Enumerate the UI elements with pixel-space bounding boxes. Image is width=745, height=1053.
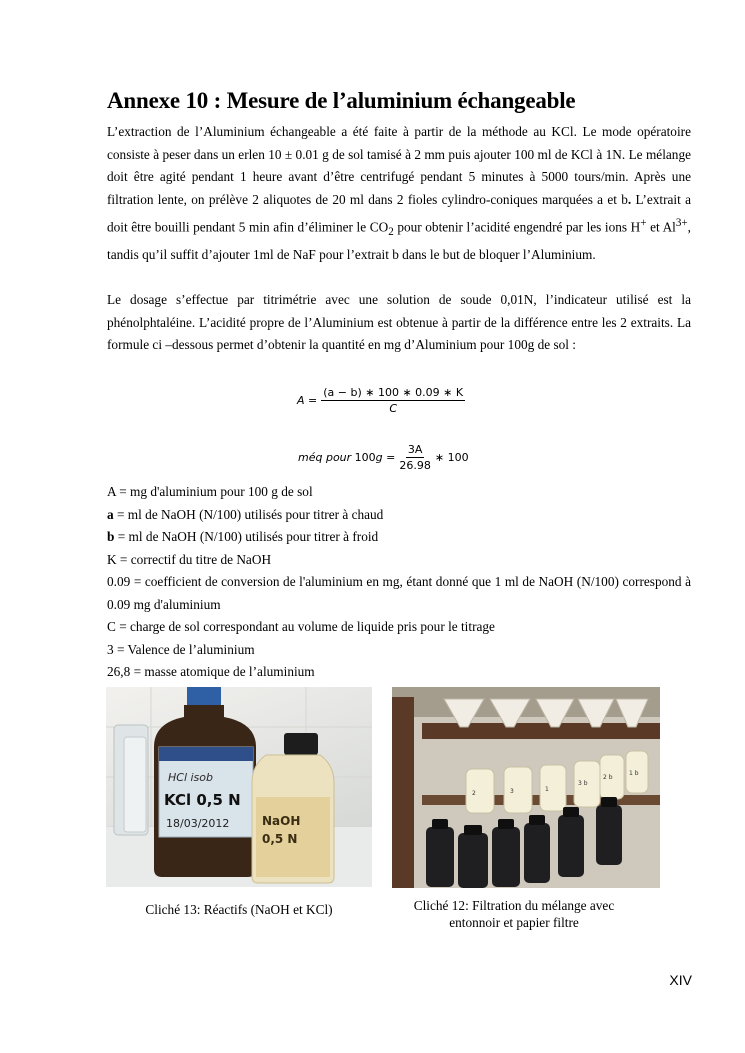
- photo-filtration: [392, 687, 660, 888]
- formula-meq-fraction: [399, 443, 431, 472]
- definition-item: 3 = Valence de l’aluminium: [107, 641, 255, 657]
- page-title: Annexe 10 : Mesure de l’aluminium échangeable: [107, 88, 576, 113]
- definition-item: 26,8 = masse atomique de l’aluminium: [107, 664, 315, 679]
- paragraph-dosage: Le dosage s’effectue par titrimétrie avec une solution de soude 0,01N, l’indicateur utilisé est la phénolphtaléine. L’acidité propre de l’Aluminium est obtenue à partir de la différence entre les 2 extraits. La formule ci –dessous permet d’obtenir la quantité en mg d’Aluminium pour 100g de sol :: [107, 292, 691, 353]
- formula-numerator: (a − b) ∗ 100 ∗ 0.09 ∗ K: [323, 386, 464, 399]
- photo-reagents: [106, 687, 372, 887]
- page-number: XIV: [669, 972, 692, 988]
- caption-reagents: Cliché 13: Réactifs (NaOH et KCl): [145, 902, 333, 917]
- photo-reagents-drawing: [106, 687, 372, 887]
- flask-label: 3: [510, 788, 514, 795]
- bottle-label-line2: KCl 0,5 N: [164, 791, 241, 809]
- definition-item: 0.09 = coefficient de conversion de l'aluminium en mg, étant donné que 1 ml de NaOH (N/100) correspond à 0.09 mg d'aluminium: [107, 574, 691, 612]
- formula-aluminium: [297, 386, 469, 415]
- flask-label: 1: [545, 786, 549, 793]
- formula-denominator: C: [389, 402, 398, 415]
- bottle-label-line1: HCl isob: [168, 771, 214, 784]
- definition-item: a = ml de NaOH (N/100) utilisés pour titrer à chaud: [107, 506, 384, 522]
- formula-meq-rhs: ∗ 100: [434, 451, 469, 464]
- formula-fraction: [321, 386, 465, 415]
- formula-meq-denominator: 26.98: [399, 459, 431, 472]
- definition-item: b = ml de NaOH (N/100) utilisés pour titrer à froid: [107, 529, 379, 544]
- formula-meq-equals: =: [386, 451, 396, 464]
- paragraph-extraction: L’extraction de l’Aluminium échangeable a été faite à partir de la méthode au KCl. Le mode opératoire consiste à peser dans un erlen 10 ± 0.01 g de sol tamisé à 2 mm puis ajouter 100 ml de KCl à 1N. Le mélange doit être agité pendant 1 heure avant d’être centrifugé pendant 5 minutes à 5000 tours/min. Après une filtration lente, on prélève 2 aliquotes de 20 ml dans 2 fioles cylindro-coniques marquées a et b. L’extrait a doit être bouilli pendant 5 min afin d’éliminer le $CO_2$ pour obtenir l’acidité engendré par les ions H+ et $Al^{3+}$, tandis qu’il suffit d’ajouter 1ml de NaF pour l’extrait b dans le but de bloquer l’Aluminium.: [107, 124, 692, 262]
- caption-filtration: Cliché 12: Filtration du mélange avec entonnoir et papier filtre: [413, 898, 615, 930]
- bottle-cap: [187, 687, 221, 705]
- formula-meq: [298, 443, 469, 472]
- definitions-list: [107, 481, 691, 684]
- bottle-cap: [284, 733, 318, 755]
- flask-label: 3 b: [578, 780, 588, 787]
- flask-label: 2 b: [603, 774, 613, 781]
- formula-meq-num: 100: [354, 451, 376, 464]
- formula-meq-unit: g: [375, 451, 383, 464]
- formula-lhs: A =: [297, 394, 318, 407]
- formula-meq-label: méq pour: [298, 451, 352, 464]
- definition-item: C = charge de sol correspondant au volume de liquide pris pour le titrage: [107, 619, 495, 634]
- flask-label: 2: [472, 790, 476, 797]
- naoh-label-line2: 0,5 N: [262, 832, 298, 846]
- flask-label: 1 b: [629, 770, 639, 777]
- definition-item: K = correctif du titre de NaOH: [107, 551, 272, 567]
- photo-filtration-drawing: [392, 687, 660, 888]
- formula-meq-numerator: 3A: [407, 443, 423, 456]
- definition-item: A = mg d'aluminium pour 100 g de sol: [107, 484, 313, 499]
- bottle-label-line3: 18/03/2012: [166, 817, 230, 830]
- naoh-label-line1: NaOH: [262, 814, 301, 828]
